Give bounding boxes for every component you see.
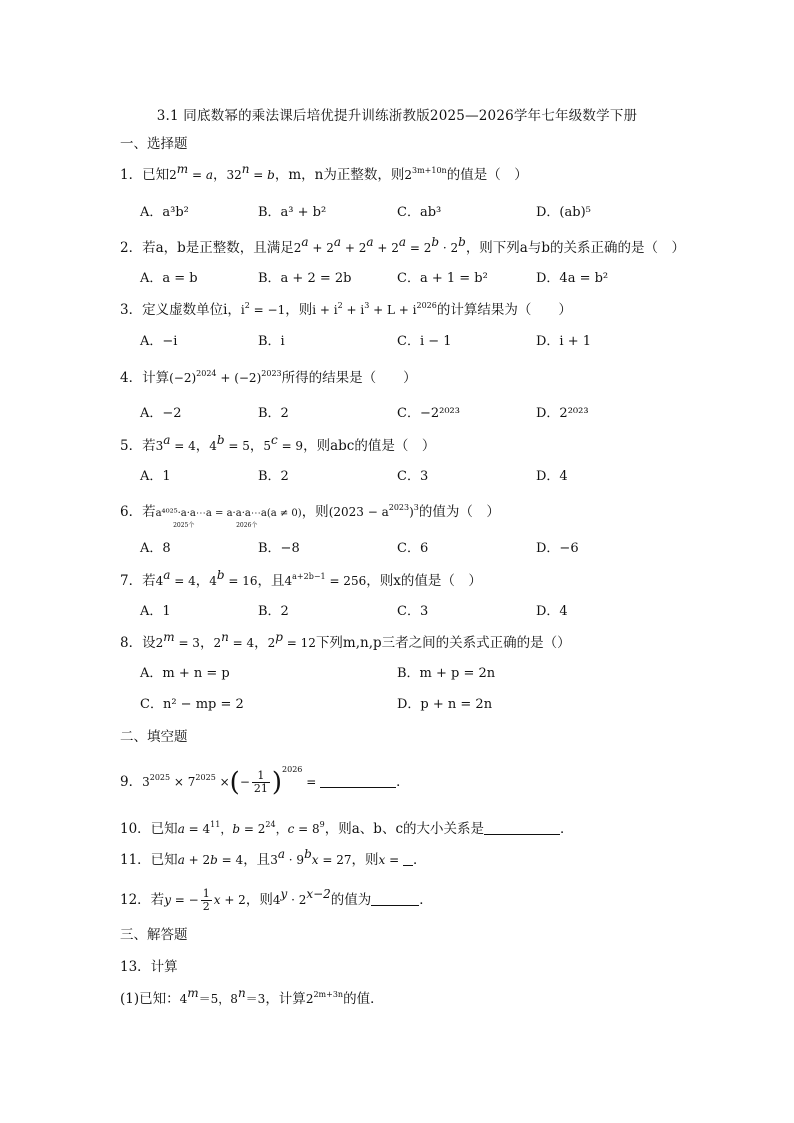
question-6-option-a: A．8: [140, 541, 171, 556]
question-2-option-c: C．a + 1 = b²: [397, 271, 488, 286]
question-12-stem: 12．若y = − $\frac{1}{2}$ x + 2，则$4^y \cdot 2^{x-2}$的值为 ．: [120, 887, 433, 913]
document-title: 3.1 同底数幂的乘法课后培优提升训练浙教版2025—2026学年七年级数学下册: [156, 108, 638, 124]
question-5-option-b: B．2: [258, 469, 289, 484]
question-7-stem: 7．若$4^a = 4$，$4^b = 16$，且$4^{a+2b-1} = 256$，则x的值是（ ）: [120, 568, 482, 589]
question-2-stem: 2．若a，b是正整数，且满足$2^a + 2^a + 2^a + 2^a = 2^b \cdot 2^b$，则下列a与b的关系正确的是（ ）: [120, 235, 686, 256]
question-3-option-c: C．i − 1: [397, 334, 452, 349]
question-9-answer-blank[interactable]: [320, 775, 396, 788]
question-7-option-c: C．3: [397, 604, 429, 619]
question-10-answer-blank[interactable]: [484, 822, 560, 835]
question-1-option-c: C．ab³: [397, 205, 442, 220]
question-4-option-d: D．2²⁰²³: [536, 406, 589, 421]
question-4-option-b: B．2: [258, 406, 289, 421]
question-8-option-b: B．m + p = 2n: [397, 666, 496, 681]
question-7-option-a: A．1: [140, 604, 171, 619]
question-6-option-c: C．6: [397, 541, 429, 556]
question-4-stem: 4．计算$(-2)^{2024} + (-2)^{2023}$所得的结果是（ ）: [120, 369, 417, 386]
question-1-option-d: D．(ab)⁵: [536, 205, 591, 220]
question-13-part-1: (1)已知：$4^m=5$，$8^n=3$，计算$2^{2m+3n}$的值．: [120, 986, 384, 1007]
question-8-option-a: A．m + n = p: [140, 666, 230, 681]
question-8-option-d: D．p + n = 2n: [397, 697, 493, 712]
question-1-option-a: A．a³b²: [140, 205, 189, 220]
question-12-answer-blank[interactable]: [371, 893, 419, 906]
question-6-option-d: D．−6: [536, 541, 579, 556]
question-3-option-a: A．−i: [140, 334, 178, 349]
question-8-stem: 8．设$2^m = 3$，$2^n = 4$，$2^p = 12$下列m,n,p三者之间的关系式正确的是（）: [120, 630, 571, 651]
question-10-stem: 10．已知$a = 4^{11}$，$b = 2^{24}$，$c = 8^9$，则a、b、c的大小关系是 ．: [120, 820, 574, 837]
question-11-stem: 11．已知a + 2b = 4，且$3^a \cdot 9^bx = 27$，则x = ．: [120, 847, 427, 868]
question-11-answer-blank[interactable]: [403, 853, 413, 866]
question-4-option-c: C．−2²⁰²³: [397, 406, 460, 421]
question-5-option-d: D．4: [536, 469, 568, 484]
question-3-option-d: D．i + 1: [536, 334, 592, 349]
question-7-option-d: D．4: [536, 604, 568, 619]
section-heading-fill: 二、填空题: [120, 729, 188, 745]
question-4-option-a: A．−2: [140, 406, 182, 421]
question-6-stem: 6．若a⁴⁰²⁵·a·a⋯a 2025个 = a·a·a⋯a 2026个 (a ≠ 0)，则$(2023 - a^{2023})^3$的值为（ ）: [120, 503, 500, 529]
question-13-stem: 13．计算: [120, 959, 178, 975]
question-3-stem: 3．定义虚数单位i，$i^2 = -1$，则$i + i^2 + i^3 + L + i^{2026}$的计算结果为（ ）: [120, 301, 572, 318]
question-2-option-b: B．a + 2 = 2b: [258, 271, 352, 286]
question-5-option-a: A．1: [140, 469, 171, 484]
question-6-option-b: B．−8: [258, 541, 300, 556]
question-3-option-b: B．i: [258, 334, 285, 349]
section-heading-answer: 三、解答题: [120, 927, 188, 943]
section-heading-choice: 一、选择题: [120, 136, 188, 152]
question-7-option-b: B．2: [258, 604, 289, 619]
question-5-stem: 5．若$3^a = 4$，$4^b = 5$，$5^c = 9$，则abc的值是（ ）: [120, 433, 436, 454]
question-1-option-b: B．a³ + b²: [258, 205, 327, 220]
question-5-option-c: C．3: [397, 469, 429, 484]
question-9-stem: 9．$3^{2025} \times 7^{2025}$ ×(− $\frac{1}{21}$ )$^{2026}$ = ．: [120, 765, 410, 798]
question-8-option-c: C．n² − mp = 2: [140, 697, 244, 712]
question-2-option-d: D．4a = b²: [536, 271, 609, 286]
question-2-option-a: A．a = b: [140, 271, 198, 286]
question-1-stem: 1．已知$2^m = a$，$32^n = b$，m，n为正整数，则$2^{3m+10n}$的值是（ ）: [120, 162, 528, 183]
